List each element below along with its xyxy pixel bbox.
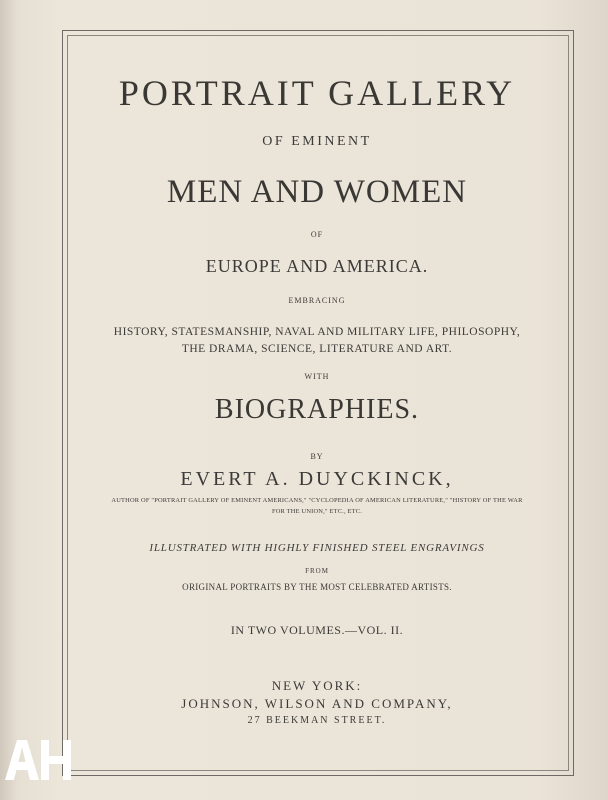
book-title: PORTRAIT GALLERY — [118, 73, 516, 113]
subtitle-men-and-women: MEN AND WOMEN — [166, 174, 468, 210]
from-label: FROM — [305, 567, 329, 575]
imprint-address: 27 BEEKMAN STREET. — [247, 715, 387, 726]
author-credits-line-2: FOR THE UNION," ETC., ETC. — [271, 508, 363, 515]
biographies-heading: BIOGRAPHIES. — [214, 394, 420, 425]
embracing-label: EMBRACING — [288, 296, 346, 305]
subtitle-europe-america: EUROPE AND AMERICA. — [205, 256, 429, 276]
imprint-publisher: JOHNSON, WILSON AND COMPANY, — [181, 696, 453, 711]
imprint-city: NEW YORK: — [271, 678, 363, 693]
by-label: BY — [310, 452, 324, 461]
with-label: WITH — [304, 372, 330, 381]
subtitle-of: OF — [310, 230, 324, 239]
author-name: EVERT A. DUYCKINCK, — [180, 468, 454, 490]
author-credits-line-1: AUTHOR OF "PORTRAIT GALLERY OF EMINENT AMERICANS," "CYCLOPEDIA OF AMERICAN LITERATURE," "HISTORY OF THE WAR — [111, 497, 523, 504]
subjects-line-2: THE DRAMA, SCIENCE, LITERATURE AND ART. — [181, 343, 453, 355]
illustrated-note: ILLUSTRATED WITH HIGHLY FINISHED STEEL ENGRAVINGS — [149, 542, 485, 554]
ah-watermark-logo — [3, 736, 73, 782]
original-portraits-note: ORIGINAL PORTRAITS BY THE MOST CELEBRATED ARTISTS. — [182, 582, 452, 592]
subtitle-of-eminent: OF EMINENT — [262, 134, 372, 149]
subjects-line-1: HISTORY, STATESMANSHIP, NAVAL AND MILITARY LIFE, PHILOSOPHY, — [113, 326, 521, 338]
volume-info: IN TWO VOLUMES.—VOL. II. — [230, 623, 404, 637]
